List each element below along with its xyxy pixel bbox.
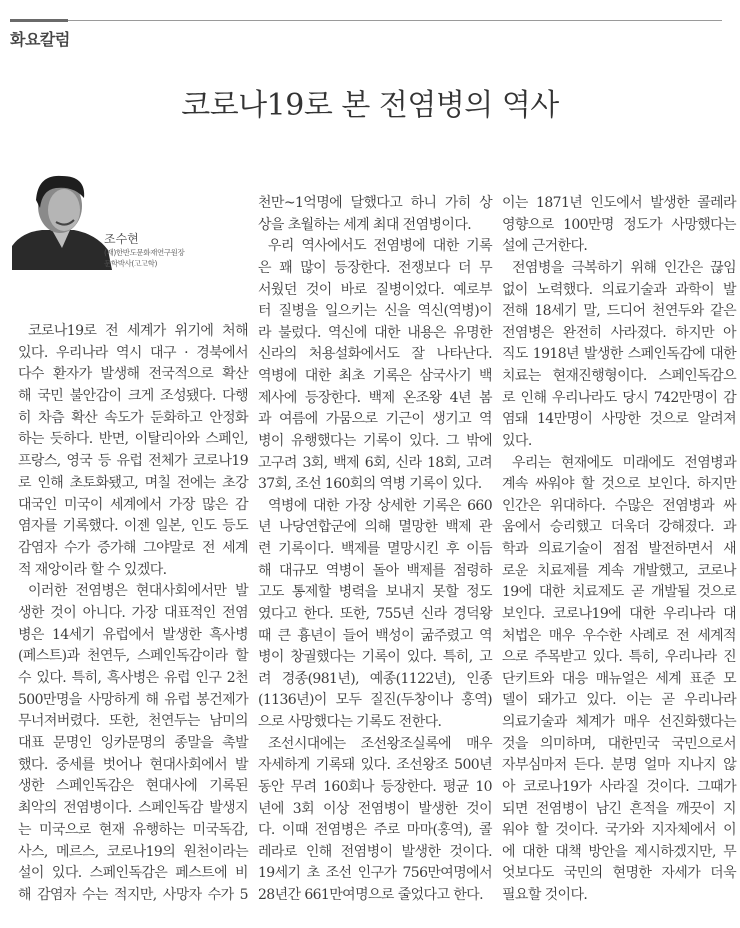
text-line: 조선시대에는 조선왕조실록에 매우 [268, 735, 492, 752]
text-line: 으로 주목받고 있다. 특히, 우리나라 진 [502, 649, 736, 666]
text-line: 500만명을 사망하게 해 유럽 봉건제가 [18, 691, 248, 708]
text-line: 단키트와 대응 매뉴얼은 세계 표준 모 [502, 670, 736, 687]
text-line: 엇보다도 국민의 현명한 자세가 더욱 [502, 865, 736, 882]
text-line: 있다. 우리나라 역시 대구 · 경북에서 [18, 344, 248, 361]
text-line: 설에 근거한다. [502, 238, 588, 255]
text-line: 고구려 3회, 백제 6회, 신라 18회, 고려 [258, 454, 492, 471]
text-line: 우리는 현재에도 미래에도 전염병과 [512, 454, 736, 471]
text-line: 염자를 기록했다. 이젠 일본, 인도 등도 [18, 518, 248, 535]
text-line: 28년간 661만여명으로 줄었다고 한다. [258, 887, 483, 903]
text-line: 라 불렀다. 역신에 대한 내용은 유명한 [258, 324, 492, 341]
text-line: 에 대한 대책 방안을 제시하겠지만, 무 [502, 843, 736, 860]
text-line: 병이 유행했다는 기록이 있다. 그 밖에 [258, 432, 492, 449]
text-line: 다. 이때 전염병은 주로 마마(홍역), 콜 [258, 822, 492, 839]
author-affiliation-line: 문학박사(고고학) [104, 259, 157, 268]
text-line: 델이 돼가고 있다. 이는 곧 우리나라 [502, 692, 736, 709]
author-photo [12, 168, 112, 270]
text-line: 동안 무려 160회나 등장한다. 평균 10 [258, 778, 492, 795]
text-line: 대표 문명인 잉카문명의 종말을 촉발 [18, 735, 248, 752]
text-line: 자세하게 기록돼 있다. 조선왕조 500년 [258, 757, 492, 774]
text-line: 년에 3회 이상 전염병이 발생한 것이 [258, 800, 492, 817]
text-line: 것을 의미하며, 대한민국 국민으로서 [502, 735, 736, 752]
text-line: 때 큰 흉년이 들어 백성이 굶주렸고 역 [258, 627, 492, 644]
text-line: 전해 18세기 말, 드디어 천연두와 같은 [502, 303, 736, 320]
text-line: 은 꽤 많이 등장한다. 전쟁보다 더 무 [258, 259, 492, 276]
top-rule [10, 20, 722, 21]
text-line: 필요할 것이다. [502, 887, 588, 903]
text-line: 염돼 14만명이 사망한 것으로 알려져 [502, 411, 736, 428]
text-line: 19에 대한 치료제도 곧 개발될 것으로 [502, 584, 736, 601]
text-line: 으로 사망했다는 기록도 전한다. [258, 714, 442, 730]
text-line: 우리 역사에서도 전염병에 대한 기록 [268, 238, 492, 255]
text-line: 고도 통제할 병력을 보내지 못할 정도 [258, 584, 492, 601]
text-line: 했다. 중세를 벗어나 현대사회에서 발 [18, 756, 248, 773]
text-line: 인간은 위대하다. 수많은 전염병과 싸 [502, 497, 736, 514]
text-line: 전염병은 완전히 사라졌다. 하지만 아 [502, 324, 736, 341]
article-column-3 [502, 194, 736, 904]
text-line: 움에서 승리했고 더욱더 강해졌다. 과 [502, 519, 736, 536]
text-line: 없이 노력했다. 의료기술과 과학이 발 [502, 281, 736, 298]
text-line: 제사에 등장한다. 백제 온조왕 4년 봄 [258, 389, 492, 406]
text-line: 병이 창궐했다는 기록이 있다. 특히, 고 [258, 649, 492, 666]
text-line: 보인다. 코로나19에 대한 우리나라 대 [502, 605, 736, 622]
text-line: 이러한 전염병은 현대사회에서만 발 [28, 583, 248, 600]
text-line: 로 인해 우리나라도 당시 742만명이 감 [502, 389, 736, 406]
text-line: 자부심마저 든다. 분명 얼마 지나지 않 [502, 757, 736, 774]
text-line: 레라로 인해 전염병이 발생한 것이다. [258, 843, 492, 860]
author-affiliation-line: (재)한반도문화재연구원장 [104, 248, 185, 257]
text-line: 역병에 대한 최초 기록은 삼국사기 백 [258, 368, 492, 384]
text-line: 계속 싸워야 할 것으로 보인다. 하지만 [502, 476, 736, 493]
text-line: 워야 할 것이다. 국가와 지자체에서 이 [502, 822, 736, 839]
text-line: 설이 있다. 스페인독감은 페스트에 비 [18, 865, 248, 882]
article-column-1 [18, 322, 248, 904]
text-line: 하는 듯하다. 반면, 이탈리아와 스페인, [18, 431, 248, 448]
text-line: 감염자 수가 증가해 그야말로 전 세계 [18, 539, 248, 556]
text-line: (1136년)이 모두 질진(두창이나 홍역) [258, 692, 492, 709]
text-line: (페스트)과 천연두, 스페인독감이라 할 [18, 648, 248, 665]
text-line: 치료는 현재진행형이다. 스페인독감으 [502, 368, 736, 384]
text-line: 무너져버렸다. 또한, 천연두는 남미의 [18, 713, 248, 730]
text-line: 로운 치료제를 계속 개발했고, 코로나 [502, 562, 736, 579]
text-line: 영향으로 100만명 정도가 사망했다는 [502, 216, 736, 233]
text-line: 되면 전염병이 남긴 흔적을 깨끗이 지 [502, 800, 736, 817]
author-affiliation [104, 247, 184, 269]
text-line: 프랑스, 영국 등 유럽 전체가 코로나19 [18, 453, 248, 470]
text-line: 생한 스페인독감은 현대사에 기록된 [18, 778, 248, 795]
text-line: 상을 초월하는 세계 최대 전염병이다. [258, 216, 472, 233]
author-name: 조수현 [104, 232, 139, 246]
text-line: 다수 환자가 발생해 전국적으로 확산 [18, 366, 248, 383]
text-line: 19세기 초 조선 인구가 756만여명에서 [258, 865, 492, 882]
text-line: 로 인해 초토화됐고, 며칠 전에는 초강 [18, 474, 248, 491]
text-line: 이는 1871년 인도에서 발생한 콜레라 [502, 195, 736, 211]
text-line: 해 감염자 수는 적지만, 사망자 수가 5 [18, 886, 248, 903]
text-line: 히 차츰 확산 속도가 둔화하고 안정화 [18, 409, 248, 426]
section-label: 화요칼럼 [10, 30, 70, 49]
text-line: 는 미국으로 현재 유행하는 미국독감, [18, 821, 248, 838]
text-line: 처법은 매우 우수한 사례로 전 세계적 [502, 627, 736, 644]
text-line: 련 기록이다. 백제를 멸망시킨 후 이듬 [258, 541, 492, 557]
article-title: 코로나19로 본 전염병의 역사 [181, 88, 559, 123]
text-line: 수 있다. 특히, 흑사병은 유럽 인구 2천 [18, 670, 248, 686]
text-line: 해 대규모 역병이 돌아 백제를 점령하 [258, 562, 492, 579]
text-line: 있다. [502, 432, 532, 449]
text-line: 해 국민 불안감이 크게 조성됐다. 다행 [18, 388, 248, 405]
text-line: 과 여름에 가뭄으로 기근이 생기고 역 [258, 411, 492, 428]
text-line: 사스, 메르스, 코로나19의 원천이라는 [18, 843, 248, 860]
text-line: 전염병을 극복하기 위해 인간은 끊임 [512, 259, 736, 276]
text-line: 37회, 조선 160회의 역병 기록이 있다. [258, 476, 482, 493]
text-line: 려 경종(981년), 예종(1122년), 인종 [258, 670, 492, 687]
text-line: 대국인 미국이 세계에서 가장 많은 감 [18, 496, 248, 513]
text-line: 병은 14세기 유럽에서 발생한 흑사병 [18, 626, 248, 643]
text-line: 역병에 대한 가장 상세한 기록은 660 [268, 497, 492, 514]
text-line: 서웠던 것이 바로 질병이었다. 예로부 [258, 281, 492, 298]
text-line: 였다고 한다. 또한, 755년 신라 경덕왕 [258, 605, 492, 622]
article-column-2 [258, 194, 492, 904]
section-rule-accent [10, 19, 68, 22]
text-line: 생한 것이 아니다. 가장 대표적인 전염 [18, 604, 248, 621]
text-line: 적 재앙이라 할 수 있겠다. [18, 561, 167, 578]
text-line: 코로나19로 전 세계가 위기에 처해 [28, 323, 248, 339]
text-line: 학과 의료기술이 점점 발전하면서 새 [502, 541, 736, 557]
text-line: 의료기술과 체계가 매우 선진화했다는 [502, 714, 736, 730]
text-line: 아 코로나19가 사라질 것이다. 그때가 [502, 778, 736, 795]
text-line: 년 나당연합군에 의해 멸망한 백제 관 [258, 519, 492, 536]
text-line: 최악의 전염병이다. 스페인독감 발생지 [18, 800, 248, 817]
text-line: 신라의 처용설화에서도 잘 나타난다. [258, 346, 492, 363]
text-line: 터 질병을 일으키는 신을 역신(역병)이 [258, 303, 492, 320]
text-line: 천만~1억명에 달했다고 하니 가히 상 [258, 195, 492, 211]
text-line: 직도 1918년 발생한 스페인독감에 대한 [502, 346, 736, 363]
